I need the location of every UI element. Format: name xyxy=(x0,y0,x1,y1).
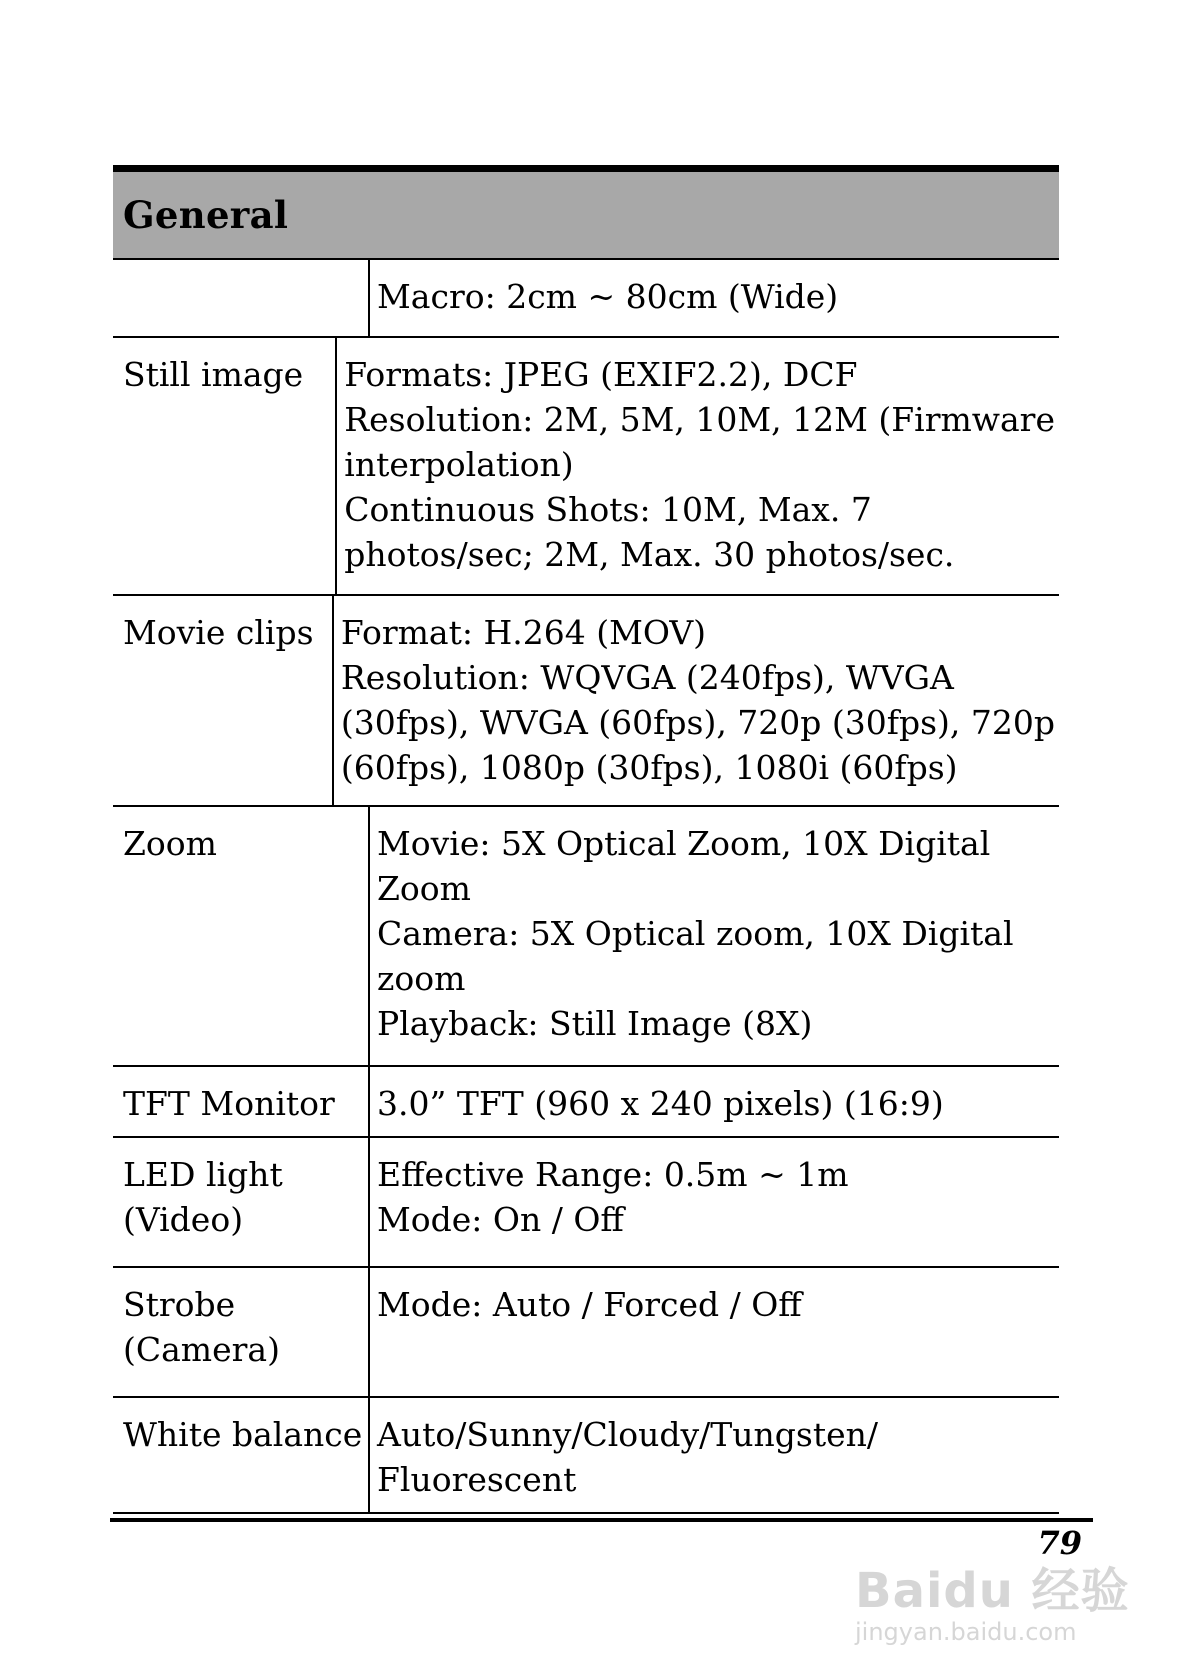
spec-value-line: Resolution: 2M, 5M, 10M, 12M (Firmware xyxy=(344,400,1055,439)
spec-value xyxy=(334,596,1059,805)
spec-value-line: (30fps), WVGA (60fps), 720p (30fps), 720p xyxy=(340,703,1055,742)
spec-row xyxy=(113,1398,1059,1514)
spec-row xyxy=(113,1067,1059,1138)
spec-value xyxy=(370,807,1059,1065)
spec-value-line: (60fps), 1080p (30fps), 1080i (60fps) xyxy=(340,748,958,787)
spec-value-line: Mode: Auto / Forced / Off xyxy=(377,1285,802,1324)
spec-label-line: Still image xyxy=(123,355,304,394)
spec-row xyxy=(113,1268,1059,1398)
spec-label-line: (Camera) xyxy=(123,1330,280,1369)
spec-label xyxy=(113,1138,370,1266)
spec-value-line: Playback: Still Image (8X) xyxy=(377,1004,813,1043)
spec-value-line: Resolution: WQVGA (240fps), WVGA xyxy=(340,658,954,697)
spec-row xyxy=(113,338,1059,596)
spec-label-line: LED light xyxy=(123,1155,283,1194)
spec-value xyxy=(370,1067,1059,1136)
spec-label xyxy=(113,1268,370,1396)
spec-label xyxy=(113,1398,370,1512)
spec-label xyxy=(113,596,334,805)
spec-table xyxy=(113,165,1059,1514)
bottom-rule xyxy=(110,1518,1093,1522)
page-number: 79 xyxy=(1037,1524,1082,1562)
spec-value-line: Formats: JPEG (EXIF2.2), DCF xyxy=(344,355,858,394)
spec-value-line: zoom xyxy=(377,959,466,998)
spec-value-line: Camera: 5X Optical zoom, 10X Digital xyxy=(377,914,1014,953)
spec-value xyxy=(370,260,1059,336)
watermark-url: jingyan.baidu.com xyxy=(855,1618,1077,1646)
spec-value-line: Fluorescent xyxy=(377,1460,577,1499)
spec-value-line: photos/sec; 2M, Max. 30 photos/sec. xyxy=(344,535,955,574)
spec-value-line: Continuous Shots: 10M, Max. 7 xyxy=(344,490,872,529)
spec-value-line: interpolation) xyxy=(344,445,574,484)
spec-value-line: Zoom xyxy=(377,869,471,908)
watermark-brand: Baidu 经验 xyxy=(855,1563,1130,1619)
spec-value-line: Auto/Sunny/Cloudy/Tungsten/ xyxy=(377,1415,879,1454)
spec-value-line: Format: H.264 (MOV) xyxy=(340,613,707,652)
spec-row xyxy=(113,807,1059,1067)
spec-value xyxy=(337,338,1059,594)
spec-value-line: Mode: On / Off xyxy=(377,1200,624,1239)
spec-label-line: Zoom xyxy=(123,824,217,863)
spec-rows xyxy=(113,260,1059,1514)
spec-value-line: 3.0” TFT (960 x 240 pixels) (16:9) xyxy=(377,1084,944,1123)
spec-label-line: White balance xyxy=(123,1415,363,1454)
spec-value xyxy=(370,1268,1059,1396)
spec-label xyxy=(113,807,370,1065)
spec-row xyxy=(113,260,1059,338)
spec-value xyxy=(370,1138,1059,1266)
spec-label-line: Movie clips xyxy=(123,613,314,652)
spec-value-line: Effective Range: 0.5m ~ 1m xyxy=(377,1155,849,1194)
spec-label xyxy=(113,260,370,336)
spec-label-line: (Video) xyxy=(123,1200,244,1239)
watermark xyxy=(845,1530,1145,1650)
spec-row xyxy=(113,596,1059,807)
spec-row xyxy=(113,1138,1059,1268)
section-header xyxy=(113,165,1059,260)
spec-label-line: TFT Monitor xyxy=(123,1084,335,1123)
spec-label xyxy=(113,1067,370,1136)
spec-label-line: Strobe xyxy=(123,1285,236,1324)
section-title: General xyxy=(123,193,289,237)
spec-label xyxy=(113,338,337,594)
spec-value xyxy=(370,1398,1059,1512)
spec-value-line: Movie: 5X Optical Zoom, 10X Digital xyxy=(377,824,991,863)
spec-value-line: Macro: 2cm ~ 80cm (Wide) xyxy=(377,277,839,316)
